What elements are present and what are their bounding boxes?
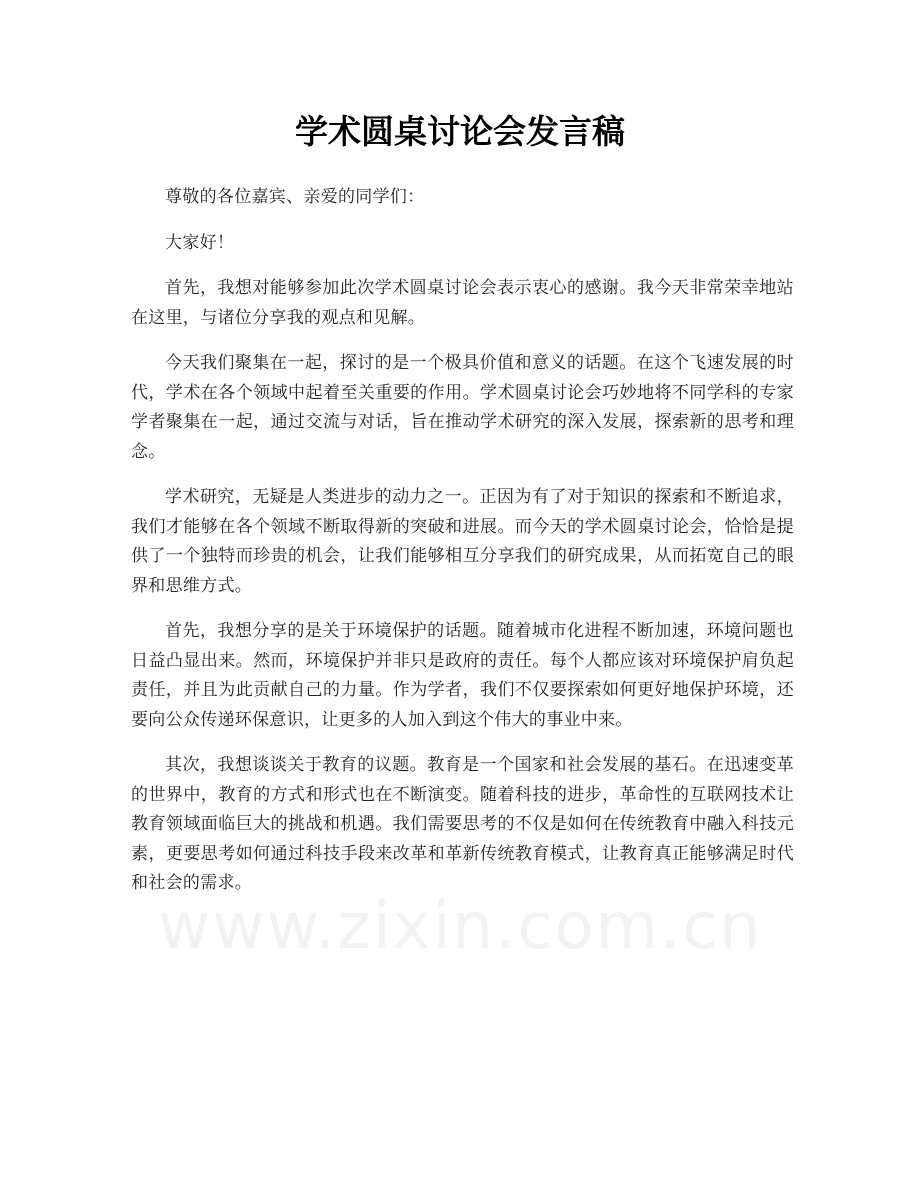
- document-title: 学术圆桌讨论会发言稿: [295, 112, 625, 151]
- body-paragraph: 学术研究，无疑是人类进步的动力之一。正因为有了对于知识的探索和不断追求，我们才能够在各个领域不断取得新的突破和进展。而今天的学术圆桌讨论会，恰恰是提供了一个独特而珍贵的机会，让我们能够相互分享我们的研究成果，从而拓宽自己的眼界和思维方式。: [131, 487, 794, 596]
- body-paragraph: 今天我们聚集在一起，探讨的是一个极具价值和意义的话题。在这个飞速发展的时代，学术在各个领域中起着至关重要的作用。学术圆桌讨论会巧妙地将不同学科的专家学者聚集在一起，通过交流与对话，旨在推动学术研究的深入发展，探索新的思考和理念。: [131, 353, 794, 462]
- salutation-paragraph: 尊敬的各位嘉宾、亲爱的同学们：: [165, 187, 425, 207]
- watermark: www.zixin.com.cn: [157, 890, 763, 964]
- body-paragraph: 其次，我想谈谈关于教育的议题。教育是一个国家和社会发展的基石。在迅速变革的世界中，教育的方式和形式也在不断演变。随着科技的进步，革命性的互联网技术让教育领域面临巨大的挑战和机遇。我们需要思考的不仅是如何在传统教育中融入科技元素，更要思考如何通过科技手段来改革和革新传统教育模式，让教育真正能够满足时代和社会的需求。: [131, 755, 794, 893]
- body-paragraph: 首先，我想对能够参加此次学术圆桌讨论会表示衷心的感谢。我今天非常荣幸地站在这里，与诸位分享我的观点和见解。: [131, 278, 794, 328]
- document-body: [131, 183, 794, 915]
- greeting-paragraph: 大家好！: [165, 232, 235, 253]
- body-paragraph: 首先，我想分享的是关于环境保护的话题。随着城市化进程不断加速，环境问题也日益凸显出来。然而，环境保护并非只是政府的责任。每个人都应该对环境保护肩负起责任，并且为此贡献自己的力量。作为学者，我们不仅要探索如何更好地保护环境，还要向公众传递环保意识，让更多的人加入到这个伟大的事业中来。: [131, 621, 794, 730]
